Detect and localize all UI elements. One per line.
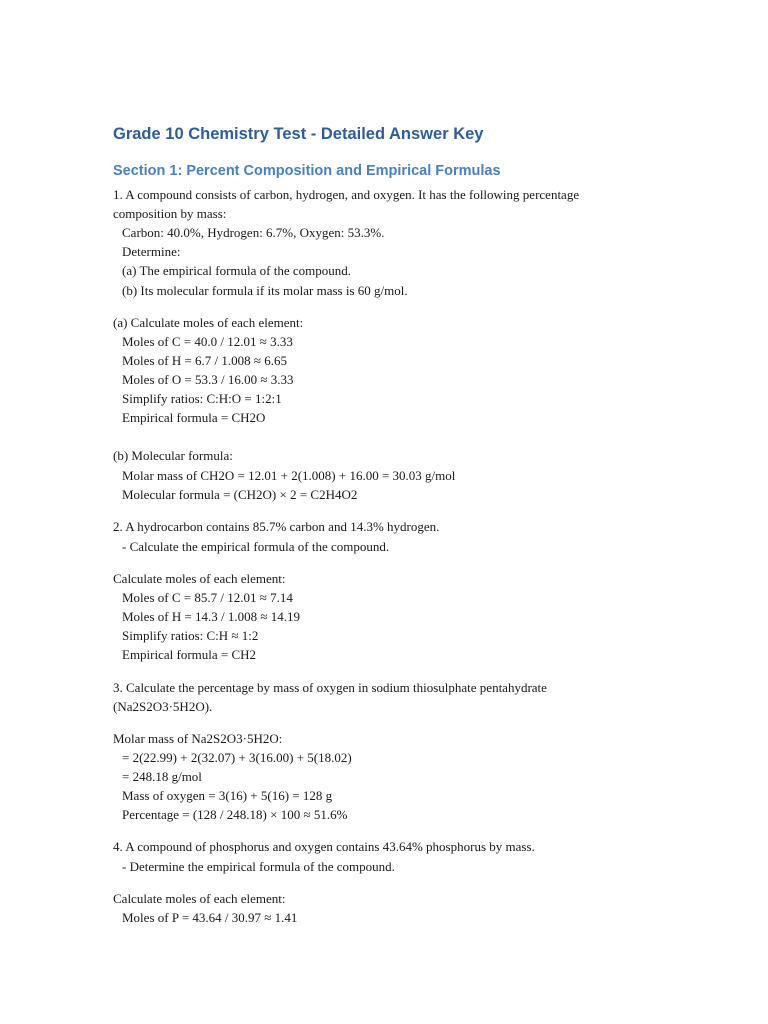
question-1-text: 1. A compound consists of carbon, hydrogen, and oxygen. It has the following percentage xyxy=(113,187,580,202)
document-title: Grade 10 Chemistry Test - Detailed Answer Key xyxy=(113,125,484,143)
answer-3-heading: Molar mass of Na2S2O3·5H2O: xyxy=(113,731,283,746)
answer-step: Moles of H = 6.7 / 1.008 ≈ 6.65 xyxy=(122,353,288,368)
question-2-prompt: - Calculate the empirical formula of the compound. xyxy=(122,539,390,554)
question-1-part-b: (b) Its molecular formula if its molar mass is 60 g/mol. xyxy=(122,283,408,298)
answer-4-heading: Calculate moles of each element: xyxy=(113,891,286,906)
question-3-text: (Na2S2O3·5H2O). xyxy=(113,699,213,714)
answer-result: Molecular formula = (CH2O) × 2 = C2H4O2 xyxy=(122,487,358,502)
section-heading: Section 1: Percent Composition and Empirical Formulas xyxy=(113,163,501,179)
answer-step: = 2(22.99) + 2(32.07) + 3(16.00) + 5(18.02) xyxy=(122,750,352,765)
answer-step: Simplify ratios: C:H ≈ 1:2 xyxy=(122,628,259,643)
question-1-part-a: (a) The empirical formula of the compound. xyxy=(122,263,351,278)
answer-step: Moles of C = 40.0 / 12.01 ≈ 3.33 xyxy=(122,334,293,349)
answer-result: Percentage = (128 / 248.18) × 100 ≈ 51.6% xyxy=(122,807,348,822)
answer-step: Simplify ratios: C:H:O = 1:2:1 xyxy=(122,391,282,406)
question-1-prompt: Determine: xyxy=(122,244,181,259)
question-3-text: 3. Calculate the percentage by mass of oxygen in sodium thiosulphate pentahydrate xyxy=(113,680,547,695)
answer-2-heading: Calculate moles of each element: xyxy=(113,571,286,586)
question-1-text: composition by mass: xyxy=(113,206,227,221)
answer-step: Molar mass of CH2O = 12.01 + 2(1.008) + 16.00 = 30.03 g/mol xyxy=(122,468,456,483)
answer-step: Moles of C = 85.7 / 12.01 ≈ 7.14 xyxy=(122,590,293,605)
answer-step: Moles of H = 14.3 / 1.008 ≈ 14.19 xyxy=(122,609,301,624)
answer-step: Moles of O = 53.3 / 16.00 ≈ 3.33 xyxy=(122,372,294,387)
question-4-prompt: - Determine the empirical formula of the compound. xyxy=(122,859,395,874)
answer-step: Moles of P = 43.64 / 30.97 ≈ 1.41 xyxy=(122,910,298,925)
answer-1b-heading: (b) Molecular formula: xyxy=(113,448,233,463)
answer-result: Empirical formula = CH2O xyxy=(122,410,266,425)
answer-step: = 248.18 g/mol xyxy=(122,769,202,784)
answer-1a-heading: (a) Calculate moles of each element: xyxy=(113,315,304,330)
answer-result: Empirical formula = CH2 xyxy=(122,647,257,662)
question-4-text: 4. A compound of phosphorus and oxygen contains 43.64% phosphorus by mass. xyxy=(113,839,535,854)
answer-step: Mass of oxygen = 3(16) + 5(16) = 128 g xyxy=(122,788,333,803)
question-2-text: 2. A hydrocarbon contains 85.7% carbon and 14.3% hydrogen. xyxy=(113,519,440,534)
question-1-data: Carbon: 40.0%, Hydrogen: 6.7%, Oxygen: 53.3%. xyxy=(122,225,385,240)
